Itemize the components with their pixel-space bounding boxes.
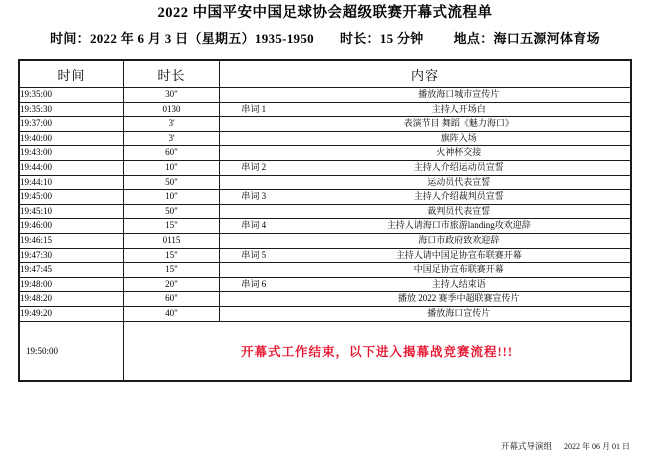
cell-content: 播放海口宣传片 — [288, 306, 631, 321]
table-final-row — [20, 321, 631, 380]
table-row — [20, 131, 631, 146]
cell-duration: 20" — [124, 277, 220, 292]
cell-time: 19:48:20 — [20, 292, 124, 307]
meta-duration: 时长：15 分钟 — [339, 31, 424, 46]
table-row — [20, 233, 631, 248]
cell-time: 19:35:00 — [20, 88, 124, 103]
table-row — [20, 263, 631, 278]
table-row — [20, 292, 631, 307]
cell-final-time: 19:50:00 — [20, 321, 124, 380]
header-time: 时间 — [20, 61, 124, 88]
cell-time: 19:48:00 — [20, 277, 124, 292]
cell-tag — [220, 146, 288, 161]
cell-time: 19:47:45 — [20, 263, 124, 278]
meta-time: 时间：2022 年 6 月 3 日（星期五）1935-1950 — [50, 31, 314, 46]
cell-content: 主持人请中国足协宣布联赛开幕 — [288, 248, 631, 263]
table-row — [20, 277, 631, 292]
cell-content: 播放海口城市宣传片 — [288, 88, 631, 103]
cell-content: 火神杯交接 — [288, 146, 631, 161]
table-row — [20, 190, 631, 205]
cell-time: 19:46:15 — [20, 233, 124, 248]
cell-duration: 15" — [124, 248, 220, 263]
cell-tag — [220, 117, 288, 132]
cell-time: 19:43:00 — [20, 146, 124, 161]
cell-duration: 30" — [124, 88, 220, 103]
table-row — [20, 204, 631, 219]
meta-place: 地点：海口五源河体育场 — [453, 31, 600, 46]
cell-content: 主持人结束语 — [288, 277, 631, 292]
cell-duration: 0115 — [124, 233, 220, 248]
table-row — [20, 146, 631, 161]
cell-time: 19:44:10 — [20, 175, 124, 190]
cell-tag: 串词 1 — [220, 102, 288, 117]
table-header-row — [20, 61, 631, 88]
flow-table — [19, 60, 631, 381]
table-row — [20, 248, 631, 263]
cell-duration: 60" — [124, 292, 220, 307]
cell-tag — [220, 88, 288, 103]
cell-content: 主持人开场白 — [288, 102, 631, 117]
cell-duration: 3' — [124, 131, 220, 146]
cell-content: 运动员代表宣誓 — [288, 175, 631, 190]
cell-tag: 串词 3 — [220, 190, 288, 205]
cell-content: 播放 2022 赛季中超联赛宣传片 — [288, 292, 631, 307]
cell-duration: 10" — [124, 190, 220, 205]
cell-tag — [220, 263, 288, 278]
cell-content: 海口市政府致欢迎辞 — [288, 233, 631, 248]
cell-content: 裁判员代表宣誓 — [288, 204, 631, 219]
cell-tag — [220, 175, 288, 190]
cell-content: 中国足协宣布联赛开幕 — [288, 263, 631, 278]
cell-content: 表演节目 舞蹈《魅力海口》 — [288, 117, 631, 132]
cell-duration: 0130 — [124, 102, 220, 117]
cell-tag — [220, 233, 288, 248]
page-title: 2022 中国平安中国足球协会超级联赛开幕式流程单 — [157, 5, 493, 21]
cell-tag — [220, 306, 288, 321]
footer-date: 2022 年 06 月 01 日 — [564, 442, 630, 451]
document-page — [0, 4, 650, 460]
cell-time: 19:47:30 — [20, 248, 124, 263]
cell-time: 19:35:30 — [20, 102, 124, 117]
document-meta — [0, 28, 650, 47]
cell-tag: 串词 5 — [220, 248, 288, 263]
cell-time: 19:37:00 — [20, 117, 124, 132]
cell-time: 19:40:00 — [20, 131, 124, 146]
cell-duration: 10" — [124, 160, 220, 175]
document-footer — [501, 440, 630, 452]
cell-tag — [220, 131, 288, 146]
cell-duration: 15" — [124, 263, 220, 278]
table-row — [20, 306, 631, 321]
cell-final-note: 开幕式工作结束，以下进入揭幕战竞赛流程!!! — [124, 321, 631, 380]
cell-time: 19:46:00 — [20, 219, 124, 234]
cell-duration: 40" — [124, 306, 220, 321]
cell-tag — [220, 292, 288, 307]
cell-duration: 50" — [124, 204, 220, 219]
cell-tag: 串词 2 — [220, 160, 288, 175]
cell-time: 19:45:00 — [20, 190, 124, 205]
table-row — [20, 117, 631, 132]
table-row — [20, 175, 631, 190]
flow-table-wrap — [18, 59, 632, 382]
cell-content: 主持人介绍运动员宣誓 — [288, 160, 631, 175]
table-row — [20, 88, 631, 103]
cell-tag — [220, 204, 288, 219]
cell-time: 19:44:00 — [20, 160, 124, 175]
cell-tag: 串词 4 — [220, 219, 288, 234]
cell-time: 19:49:20 — [20, 306, 124, 321]
header-content: 内容 — [220, 61, 631, 88]
cell-content: 主持人请海口市旅游landing攻欢迎辞 — [288, 219, 631, 234]
footer-signer: 开幕式导演组 — [500, 441, 552, 451]
table-row — [20, 102, 631, 117]
cell-duration: 3' — [124, 117, 220, 132]
cell-tag: 串词 6 — [220, 277, 288, 292]
cell-content: 旗阵入场 — [288, 131, 631, 146]
header-duration: 时长 — [124, 61, 220, 88]
cell-duration: 50" — [124, 175, 220, 190]
cell-content: 主持人介绍裁判员宣誓 — [288, 190, 631, 205]
cell-duration: 15" — [124, 219, 220, 234]
table-row — [20, 219, 631, 234]
cell-duration: 60" — [124, 146, 220, 161]
table-row — [20, 160, 631, 175]
cell-time: 19:45:10 — [20, 204, 124, 219]
